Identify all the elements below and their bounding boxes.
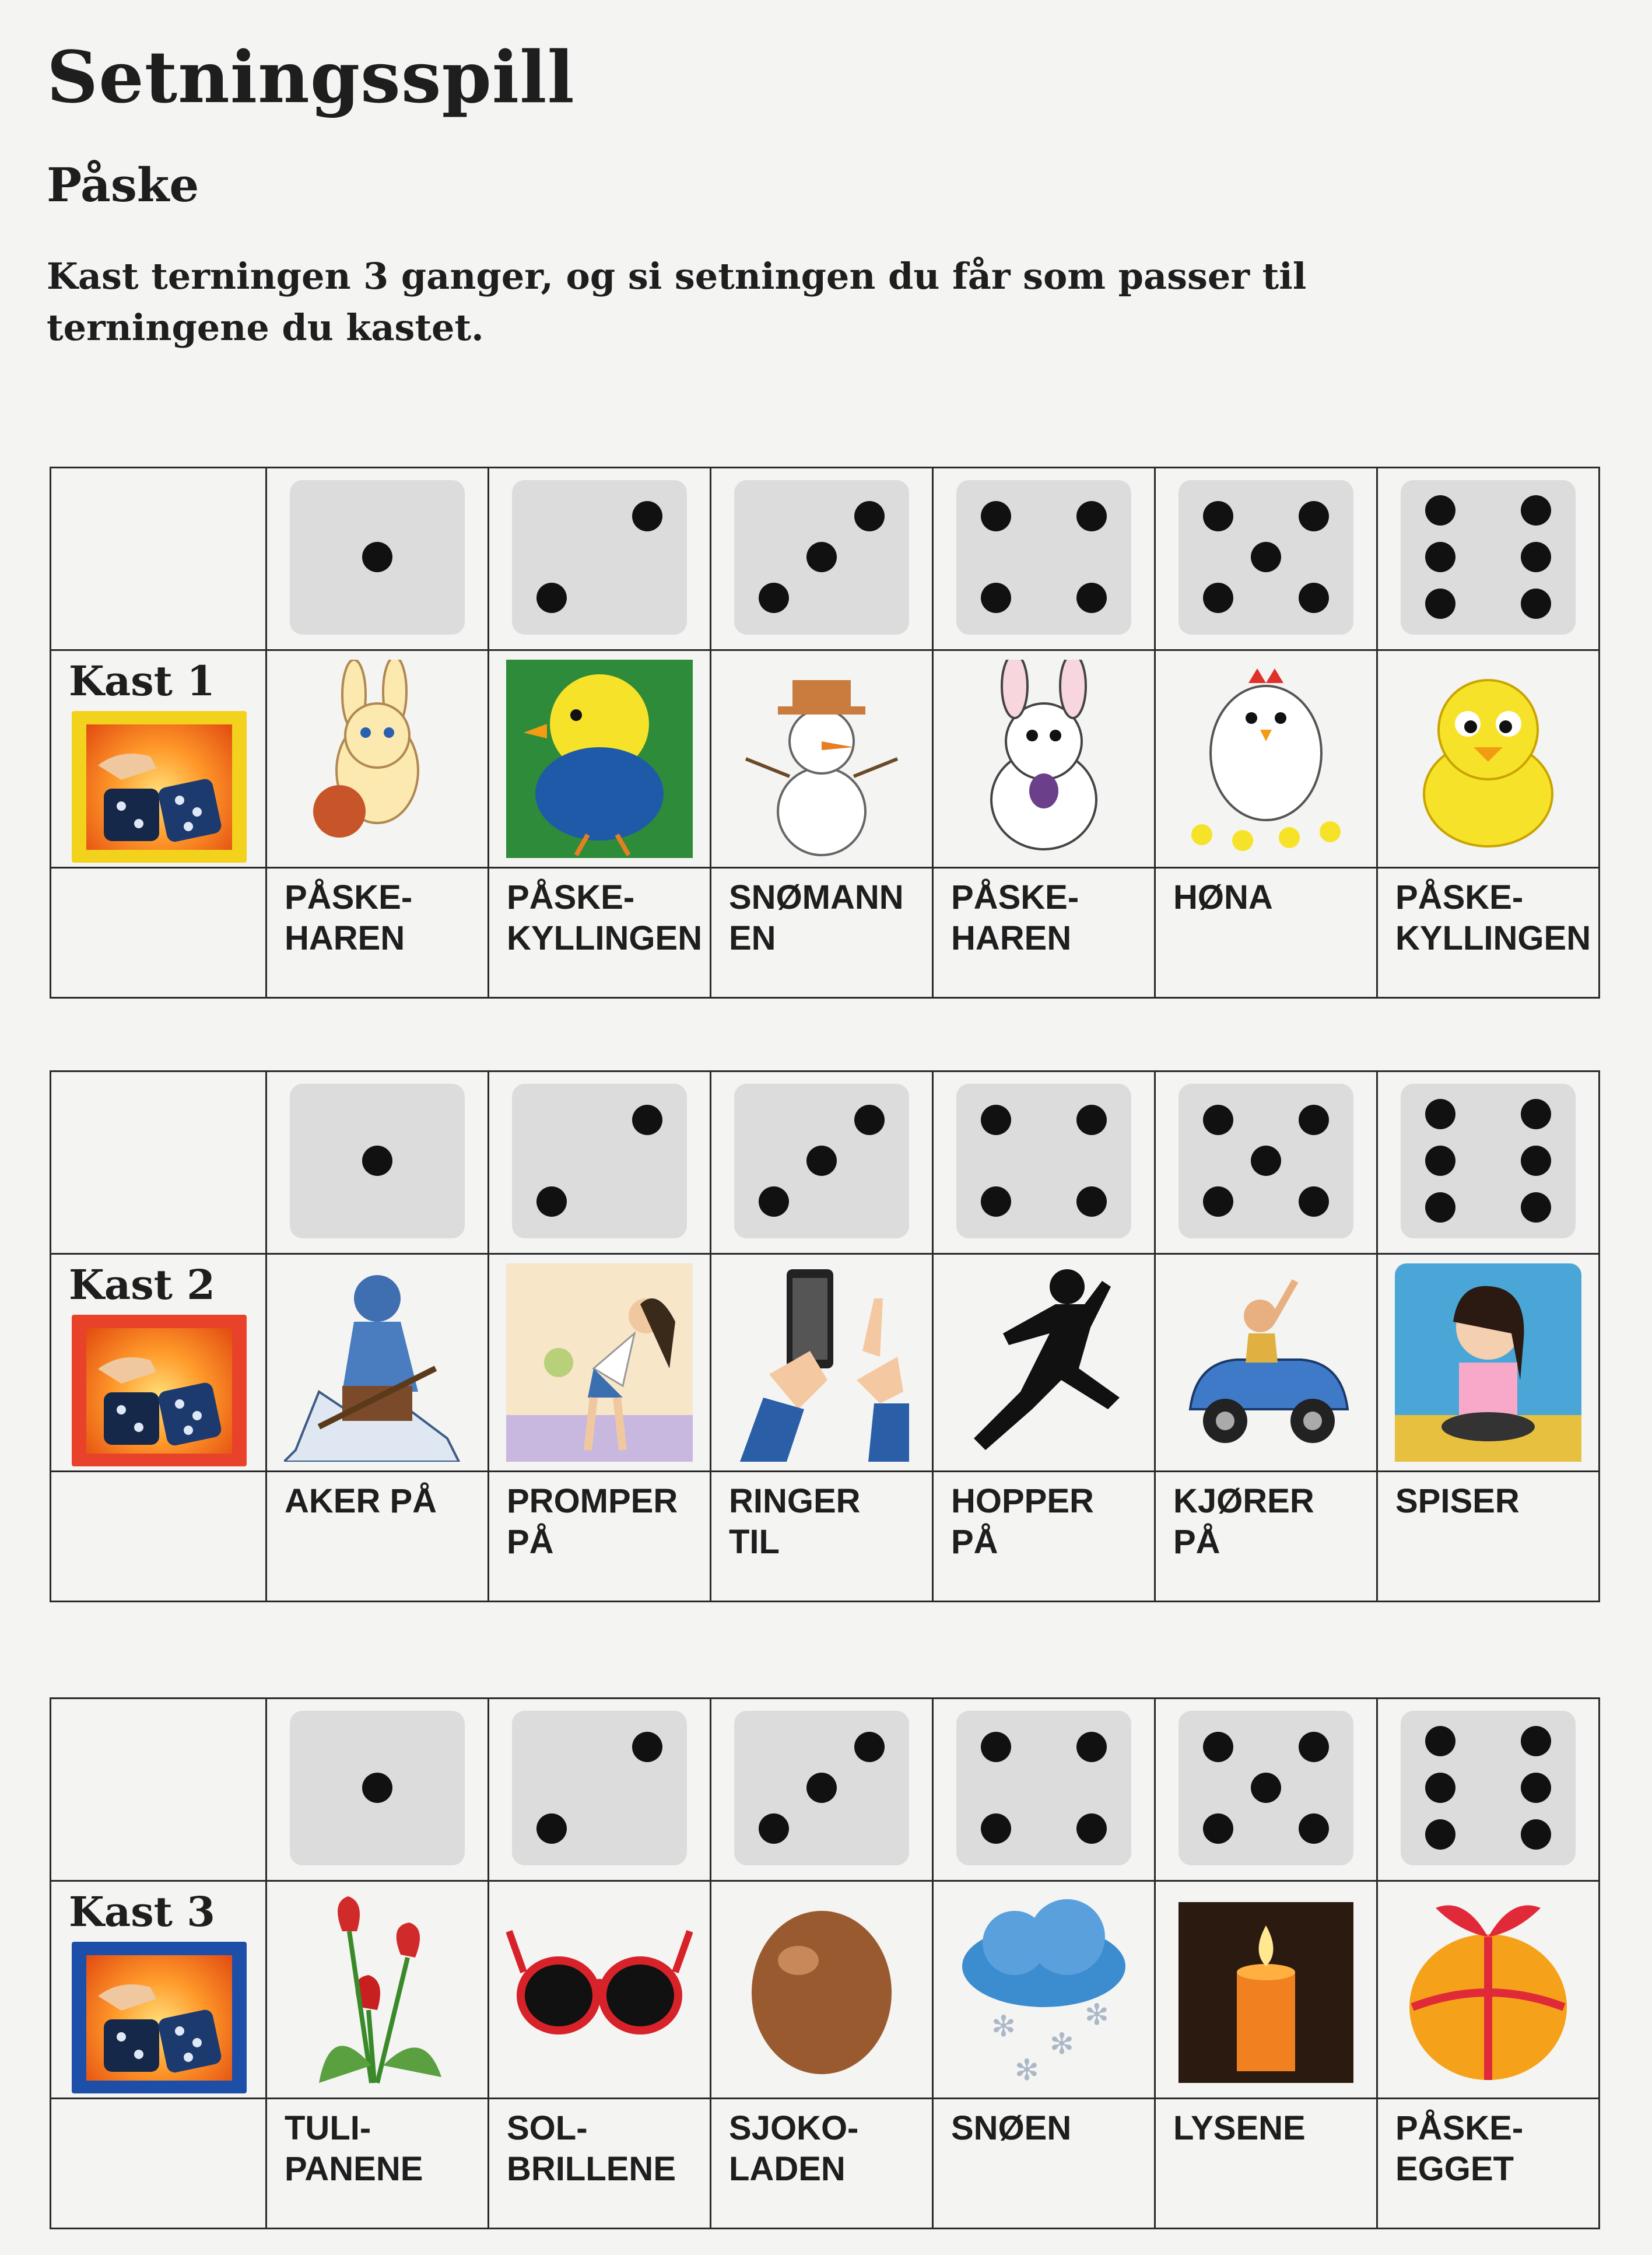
- word-cell: [711, 2099, 933, 2229]
- picture-cell: [266, 1881, 489, 2099]
- dice-row: [51, 468, 1600, 650]
- picture-cell: [933, 650, 1155, 868]
- die-face-icon: [956, 1084, 1131, 1238]
- picture-cell: [489, 1254, 711, 1472]
- die-cell: [711, 1699, 933, 1881]
- word-cell: [266, 2099, 489, 2229]
- word-label: SOL- BRILLENE: [507, 2109, 676, 2188]
- picture-cell: [489, 1881, 711, 2099]
- die-pip: [362, 542, 392, 572]
- die-pip: [1521, 1146, 1551, 1176]
- die-pip: [1425, 1099, 1455, 1129]
- word-cell: [1377, 2099, 1600, 2229]
- word-cell: [1377, 868, 1600, 998]
- picture-cell: [711, 650, 933, 868]
- die-pip: [1076, 501, 1107, 531]
- word-label: SJOKO- LADEN: [729, 2109, 859, 2188]
- die-pip: [1076, 1732, 1107, 1762]
- page-title: Setningsspill: [47, 35, 575, 119]
- die-cell: [1377, 468, 1600, 650]
- die-pip: [1299, 1813, 1329, 1844]
- svg-text:✻: ✻: [1015, 2053, 1039, 2087]
- die-pip: [632, 1732, 662, 1762]
- die-pip: [806, 1773, 837, 1803]
- svg-text:✻: ✻: [1050, 2027, 1074, 2061]
- die-pip: [1425, 542, 1455, 572]
- picture-cell: [266, 1254, 489, 1472]
- die-pip: [1425, 589, 1455, 619]
- die-pip: [1521, 1819, 1551, 1850]
- word-label: PROMPER PÅ: [507, 1482, 678, 1561]
- word-cell: [1155, 868, 1377, 998]
- word-label: RINGER TIL: [729, 1482, 861, 1561]
- picture-cell: [1377, 650, 1600, 868]
- die-face-icon: [1179, 1084, 1353, 1238]
- die-pip: [1076, 583, 1107, 613]
- throw-label: Kast 3: [69, 1888, 216, 1936]
- die-pip: [981, 583, 1011, 613]
- die-face-icon: [956, 480, 1131, 635]
- die-pip: [1521, 495, 1551, 526]
- die-cell: [933, 468, 1155, 650]
- picture-cell: [1155, 1254, 1377, 1472]
- word-cell: [1155, 2099, 1377, 2229]
- picture-cell: [489, 650, 711, 868]
- picture-cell: [1155, 650, 1377, 868]
- instructions: Kast terningen 3 ganger, og si setningen du får som passer til terningene du kastet.: [47, 255, 1307, 349]
- die-pip: [632, 501, 662, 531]
- word-label: TULI- PANENE: [285, 2109, 423, 2188]
- svg-text:✻: ✻: [1085, 1998, 1109, 2032]
- word-label: SNØEN: [951, 2109, 1072, 2147]
- dice-row: [51, 1699, 1600, 1881]
- die-pip: [1521, 1773, 1551, 1803]
- word-label: SNØMANN EN: [729, 878, 904, 957]
- svg-text:✻: ✻: [991, 2009, 1016, 2043]
- die-pip: [1203, 1732, 1233, 1762]
- picture-cell: [711, 1881, 933, 2099]
- die-cell: [489, 468, 711, 650]
- die-pip: [981, 501, 1011, 531]
- easter-bunny-icon: [284, 660, 471, 858]
- empty-cell: [51, 2099, 266, 2229]
- die-pip: [1425, 1726, 1455, 1756]
- die-pip: [806, 542, 837, 572]
- die-cell: [1377, 1072, 1600, 1254]
- word-cell: [1377, 1472, 1600, 1602]
- picture-cell: [933, 1881, 1155, 2099]
- hen-icon: [1173, 660, 1359, 858]
- die-pip: [1521, 1099, 1551, 1129]
- dice-row: [51, 1072, 1600, 1254]
- die-pip: [759, 1813, 789, 1844]
- die-face-icon: [1179, 480, 1353, 635]
- word-label: PÅSKE- EGGET: [1395, 2109, 1524, 2188]
- empty-cell: [51, 1472, 266, 1602]
- throw-dice-picture: [86, 1328, 232, 1454]
- phone-hand-icon: [728, 1263, 915, 1462]
- empty-cell: [51, 868, 266, 998]
- throw-label-cell: [51, 650, 266, 868]
- die-cell: [933, 1072, 1155, 1254]
- die-face-icon: [290, 480, 465, 635]
- die-face-icon: [734, 480, 909, 635]
- die-pip: [1203, 1105, 1233, 1135]
- picture-cell: [1377, 1254, 1600, 1472]
- word-cell: [489, 1472, 711, 1602]
- die-face-icon: [1401, 1084, 1576, 1238]
- picture-row: [51, 1881, 1600, 2099]
- word-cell: [933, 2099, 1155, 2229]
- word-cell: [489, 2099, 711, 2229]
- empty-cell: [51, 1072, 266, 1254]
- die-face-icon: [734, 1711, 909, 1865]
- die-pip: [1299, 583, 1329, 613]
- die-pip: [1299, 1105, 1329, 1135]
- die-pip: [1299, 1186, 1329, 1217]
- die-pip: [981, 1105, 1011, 1135]
- die-pip: [759, 1186, 789, 1217]
- throw-dice-icon: [72, 711, 247, 863]
- throw-table: [50, 1070, 1600, 1602]
- throw-dice-icon: [72, 1942, 247, 2093]
- picture-cell: [711, 1254, 933, 1472]
- die-pip: [1076, 1105, 1107, 1135]
- die-cell: [711, 468, 933, 650]
- die-pip: [362, 1146, 392, 1176]
- throw-label-cell: [51, 1254, 266, 1472]
- die-cell: [711, 1072, 933, 1254]
- car-driver-icon: [1173, 1263, 1359, 1462]
- word-label: KJØRER PÅ: [1173, 1482, 1314, 1561]
- die-pip: [854, 1105, 885, 1135]
- die-pip: [1251, 542, 1281, 572]
- die-pip: [536, 1186, 567, 1217]
- word-label: PÅSKE- KYLLINGEN: [507, 878, 703, 957]
- snowman-icon: [728, 660, 915, 858]
- die-pip: [1299, 1732, 1329, 1762]
- die-pip: [759, 583, 789, 613]
- word-cell: [1155, 1472, 1377, 1602]
- page-subtitle: Påske: [47, 157, 199, 212]
- die-face-icon: [290, 1711, 465, 1865]
- die-pip: [1521, 589, 1551, 619]
- word-label: HOPPER PÅ: [951, 1482, 1094, 1561]
- die-pip: [1076, 1813, 1107, 1844]
- picture-cell: [1155, 1881, 1377, 2099]
- die-cell: [933, 1699, 1155, 1881]
- die-cell: [266, 1072, 489, 1254]
- girl-eating-icon: [1395, 1263, 1581, 1462]
- die-face-icon: [512, 1084, 687, 1238]
- woman-bending-icon: [506, 1263, 693, 1462]
- skier-icon: [284, 1263, 471, 1462]
- throw-dice-picture: [86, 724, 232, 850]
- die-pip: [1425, 1819, 1455, 1850]
- word-label: PÅSKE- KYLLINGEN: [1395, 878, 1591, 957]
- die-cell: [489, 1072, 711, 1254]
- die-pip: [1521, 1726, 1551, 1756]
- die-pip: [1203, 1813, 1233, 1844]
- die-pip: [1076, 1186, 1107, 1217]
- die-pip: [536, 1813, 567, 1844]
- chocolate-egg-icon: [728, 1890, 915, 2089]
- die-face-icon: [1179, 1711, 1353, 1865]
- die-pip: [1203, 501, 1233, 531]
- die-pip: [1521, 542, 1551, 572]
- die-pip: [981, 1732, 1011, 1762]
- word-label: HØNA: [1173, 878, 1273, 916]
- word-label: PÅSKE- HAREN: [285, 878, 413, 957]
- word-label: LYSENE: [1173, 2109, 1306, 2147]
- throw-dice-picture: [86, 1955, 232, 2081]
- die-cell: [1155, 1699, 1377, 1881]
- word-label: PÅSKE- HAREN: [951, 878, 1079, 957]
- word-row: [51, 2099, 1600, 2229]
- jumping-man-icon: [950, 1263, 1137, 1462]
- throw-label-cell: [51, 1881, 266, 2099]
- picture-row: [51, 1254, 1600, 1472]
- die-pip: [981, 1813, 1011, 1844]
- throw-label: Kast 2: [69, 1260, 216, 1309]
- die-face-icon: [734, 1084, 909, 1238]
- die-cell: [266, 1699, 489, 1881]
- die-pip: [1203, 1186, 1233, 1217]
- chick-icon: [1395, 660, 1581, 858]
- easter-chick-icon: [506, 660, 693, 858]
- throw-dice-icon: [72, 1315, 247, 1466]
- empty-cell: [51, 1699, 266, 1881]
- die-cell: [1377, 1699, 1600, 1881]
- rabbit-icon: [950, 660, 1137, 858]
- empty-cell: [51, 468, 266, 650]
- word-cell: [711, 868, 933, 998]
- die-pip: [1425, 1773, 1455, 1803]
- die-pip: [1521, 1192, 1551, 1223]
- word-row: [51, 868, 1600, 998]
- die-face-icon: [290, 1084, 465, 1238]
- throw-table: [50, 1697, 1600, 2229]
- snow-cloud-icon: [950, 1890, 1137, 2089]
- die-pip: [362, 1773, 392, 1803]
- die-pip: [854, 501, 885, 531]
- word-label: AKER PÅ: [285, 1482, 437, 1520]
- picture-cell: [933, 1254, 1155, 1472]
- picture-cell: [1377, 1881, 1600, 2099]
- easter-egg-icon: [1395, 1890, 1581, 2089]
- throw-table: [50, 467, 1600, 999]
- die-pip: [1251, 1773, 1281, 1803]
- die-pip: [1203, 583, 1233, 613]
- tulips-icon: [284, 1890, 471, 2089]
- die-pip: [981, 1186, 1011, 1217]
- die-pip: [1251, 1146, 1281, 1176]
- die-face-icon: [512, 1711, 687, 1865]
- sunglasses-icon: [506, 1890, 693, 2089]
- word-cell: [266, 868, 489, 998]
- die-face-icon: [512, 480, 687, 635]
- die-face-icon: [1401, 480, 1576, 635]
- die-cell: [489, 1699, 711, 1881]
- die-face-icon: [956, 1711, 1131, 1865]
- word-cell: [266, 1472, 489, 1602]
- word-cell: [933, 1472, 1155, 1602]
- die-pip: [1299, 501, 1329, 531]
- word-label: SPISER: [1395, 1482, 1520, 1520]
- die-pip: [1425, 1146, 1455, 1176]
- die-pip: [1425, 1192, 1455, 1223]
- word-cell: [711, 1472, 933, 1602]
- die-pip: [632, 1105, 662, 1135]
- die-pip: [536, 583, 567, 613]
- word-row: [51, 1472, 1600, 1602]
- die-cell: [1155, 1072, 1377, 1254]
- die-pip: [854, 1732, 885, 1762]
- word-cell: [933, 868, 1155, 998]
- word-cell: [489, 868, 711, 998]
- throw-label: Kast 1: [69, 657, 216, 705]
- picture-cell: [266, 650, 489, 868]
- picture-row: [51, 650, 1600, 868]
- die-pip: [1425, 495, 1455, 526]
- die-cell: [266, 468, 489, 650]
- die-pip: [806, 1146, 837, 1176]
- die-face-icon: [1401, 1711, 1576, 1865]
- candle-icon: [1173, 1890, 1359, 2089]
- die-cell: [1155, 468, 1377, 650]
